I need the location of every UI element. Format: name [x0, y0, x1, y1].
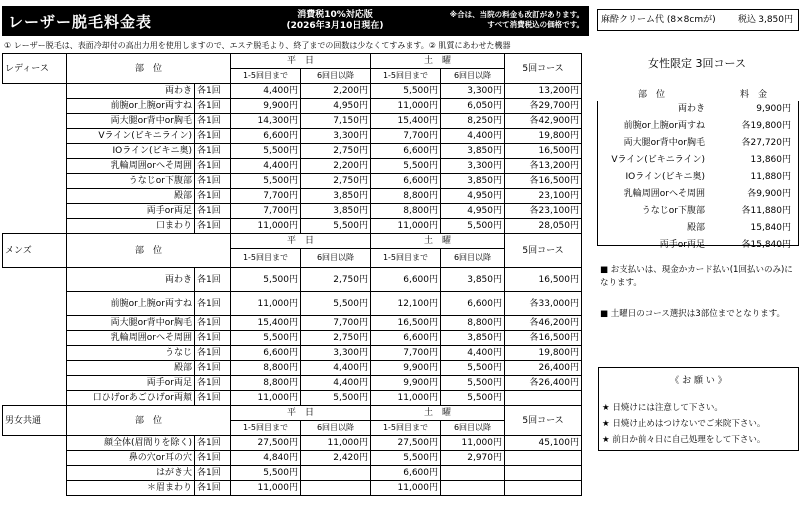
course-cell[interactable]: 各29,700円	[505, 99, 582, 114]
course-cell[interactable]: 13,200円	[505, 84, 582, 99]
course-cell[interactable]	[505, 481, 582, 496]
col-header-part[interactable]: 部 位	[67, 234, 231, 268]
saturday-first5-cell[interactable]: 7,700円	[371, 346, 441, 361]
weekday-after6-cell[interactable]: 4,950円	[301, 99, 371, 114]
col-header-saturday[interactable]: 土 曜	[371, 234, 505, 249]
saturday-first5-cell[interactable]: 27,500円	[371, 436, 441, 451]
saturday-first5-cell[interactable]: 6,600円	[371, 268, 441, 292]
saturday-after6-cell[interactable]: 3,850円	[441, 144, 505, 159]
section-title[interactable]: メンズ	[3, 234, 67, 268]
weekday-first5-cell[interactable]: 4,400円	[231, 84, 301, 99]
count-cell[interactable]: 各1回	[195, 481, 231, 496]
saturday-first5-cell[interactable]: 11,000円	[371, 481, 441, 496]
count-cell[interactable]: 各1回	[195, 331, 231, 346]
part-cell[interactable]: 前腕or上腕or両すね	[67, 292, 195, 316]
part-cell[interactable]: 両手or両足	[67, 204, 195, 219]
women-course-part: 乳輪周囲orへそ周囲	[623, 189, 705, 199]
count-cell[interactable]: 各1回	[195, 292, 231, 316]
course-cell[interactable]: 19,800円	[505, 129, 582, 144]
women-course-part: Vライン(ビキニライン)	[611, 155, 705, 165]
table-row	[3, 219, 582, 234]
course-cell[interactable]	[505, 391, 582, 406]
saturday-first5-cell[interactable]: 11,000円	[371, 219, 441, 234]
weekday-after6-cell[interactable]: 2,750円	[301, 268, 371, 292]
category-cell[interactable]	[3, 174, 67, 189]
weekday-first5-cell[interactable]: 4,840円	[231, 451, 301, 466]
table-row	[3, 481, 582, 496]
saturday-first5-cell[interactable]: 11,000円	[371, 99, 441, 114]
saturday-first5-cell[interactable]: 6,600円	[371, 466, 441, 481]
weekday-after6-cell[interactable]: 2,750円	[301, 144, 371, 159]
col-header-after6[interactable]: 6回目以降	[441, 69, 505, 84]
payment-note: ■ お支払いは、現金かカード払い(1回払いのみ)になります。	[600, 265, 793, 288]
course-cell[interactable]: 各33,000円	[505, 292, 582, 316]
count-cell[interactable]: 各1回	[195, 159, 231, 174]
part-cell[interactable]: Vライン(ビキニライン)	[67, 129, 195, 144]
price-note: ※合は、当院の料金も改訂があります。 すべて消費税込の価格です。	[449, 10, 584, 29]
women-course-price: 各15,840円	[741, 240, 791, 250]
category-cell[interactable]	[3, 99, 67, 114]
saturday-first5-cell[interactable]: 6,600円	[371, 144, 441, 159]
col-header-part[interactable]: 部 位	[67, 406, 231, 436]
anesthesia-tax: 税込	[738, 15, 757, 25]
women-course-row	[597, 169, 797, 186]
table-row	[3, 292, 582, 316]
saturday-after6-cell[interactable]: 8,800円	[441, 316, 505, 331]
col-header-first5[interactable]: 1-5回目まで	[371, 69, 441, 84]
count-cell[interactable]: 各1回	[195, 436, 231, 451]
category-cell[interactable]	[3, 268, 67, 292]
course-cell[interactable]: 各16,500円	[505, 174, 582, 189]
table-row	[3, 451, 582, 466]
weekday-first5-cell[interactable]: 7,700円	[231, 204, 301, 219]
count-cell[interactable]: 各1回	[195, 99, 231, 114]
saturday-note: ■ 土曜日のコース選択は3部位までとなります。	[600, 309, 786, 319]
saturday-after6-cell[interactable]	[441, 466, 505, 481]
col-header-first5[interactable]: 1-5回目まで	[231, 249, 301, 268]
weekday-after6-cell[interactable]: 11,000円	[301, 436, 371, 451]
weekday-first5-cell[interactable]: 14,300円	[231, 114, 301, 129]
col-header-course[interactable]: 5回コース	[505, 406, 582, 436]
saturday-after6-cell[interactable]: 4,950円	[441, 204, 505, 219]
count-cell[interactable]: 各1回	[195, 174, 231, 189]
request-item: ★ 日焼けには注意して下さい。	[602, 403, 723, 413]
category-cell[interactable]	[3, 331, 67, 346]
course-cell[interactable]: 28,050円	[505, 219, 582, 234]
category-cell[interactable]	[3, 159, 67, 174]
saturday-after6-cell[interactable]: 4,950円	[441, 189, 505, 204]
table-row	[3, 114, 582, 129]
col-header-weekday[interactable]: 平 日	[231, 234, 371, 249]
women-course-row	[597, 101, 797, 118]
women-course-part: 両手or両足	[659, 240, 705, 250]
weekday-after6-cell[interactable]: 3,300円	[301, 346, 371, 361]
count-cell[interactable]: 各1回	[195, 391, 231, 406]
saturday-after6-cell[interactable]: 4,400円	[441, 129, 505, 144]
category-cell[interactable]	[3, 376, 67, 391]
weekday-first5-cell[interactable]: 6,600円	[231, 129, 301, 144]
col-header-after6[interactable]: 6回目以降	[441, 421, 505, 436]
course-cell[interactable]: 16,500円	[505, 268, 582, 292]
col-header-after6[interactable]: 6回目以降	[301, 421, 371, 436]
page-title: レーザー脱毛料金表	[8, 13, 153, 31]
weekday-after6-cell[interactable]: 5,500円	[301, 219, 371, 234]
category-cell[interactable]	[3, 204, 67, 219]
saturday-after6-cell[interactable]: 3,850円	[441, 174, 505, 189]
category-cell[interactable]	[3, 451, 67, 466]
section-title[interactable]: レディース	[3, 54, 67, 84]
weekday-first5-cell[interactable]: 5,500円	[231, 144, 301, 159]
saturday-first5-cell[interactable]: 6,600円	[371, 331, 441, 346]
saturday-first5-cell[interactable]: 8,800円	[371, 204, 441, 219]
saturday-after6-cell[interactable]: 11,000円	[441, 436, 505, 451]
saturday-first5-cell[interactable]: 16,500円	[371, 316, 441, 331]
course-cell[interactable]: 16,500円	[505, 144, 582, 159]
course-cell[interactable]: 23,100円	[505, 189, 582, 204]
part-cell[interactable]: 両大腿or背中or胸毛	[67, 316, 195, 331]
weekday-first5-cell[interactable]: 6,600円	[231, 346, 301, 361]
weekday-after6-cell[interactable]: 7,150円	[301, 114, 371, 129]
course-cell[interactable]	[505, 451, 582, 466]
weekday-after6-cell[interactable]: 3,850円	[301, 204, 371, 219]
weekday-after6-cell[interactable]: 4,400円	[301, 376, 371, 391]
count-cell[interactable]: 各1回	[195, 316, 231, 331]
col-header-first5[interactable]: 1-5回目まで	[371, 249, 441, 268]
weekday-after6-cell[interactable]: 2,200円	[301, 84, 371, 99]
women-course-price: 15,840円	[750, 223, 791, 233]
table-row	[3, 361, 582, 376]
women-course-row	[597, 237, 797, 254]
anesthesia-cream-box[interactable]	[597, 9, 799, 31]
saturday-after6-cell[interactable]: 5,500円	[441, 219, 505, 234]
weekday-first5-cell[interactable]: 11,000円	[231, 219, 301, 234]
course-cell[interactable]: 各42,900円	[505, 114, 582, 129]
count-cell[interactable]: 各1回	[195, 451, 231, 466]
course-cell[interactable]: 各13,200円	[505, 159, 582, 174]
weekday-after6-cell[interactable]: 2,750円	[301, 331, 371, 346]
price-table-body	[3, 54, 582, 496]
category-cell[interactable]	[3, 144, 67, 159]
col-header-weekday[interactable]: 平 日	[231, 406, 371, 421]
col-header-first5[interactable]: 1-5回目まで	[371, 421, 441, 436]
section-header-row	[3, 406, 582, 421]
table-row	[3, 174, 582, 189]
saturday-after6-cell[interactable]: 5,500円	[441, 391, 505, 406]
col-header-after6[interactable]: 6回目以降	[301, 249, 371, 268]
women-course-row	[597, 220, 797, 237]
category-cell[interactable]	[3, 219, 67, 234]
count-cell[interactable]: 各1回	[195, 204, 231, 219]
women-course-part: 両大腿or背中or胸毛	[623, 138, 705, 148]
course-cell[interactable]: 26,400円	[505, 361, 582, 376]
table-row	[3, 129, 582, 144]
category-cell[interactable]	[3, 391, 67, 406]
table-row	[3, 316, 582, 331]
count-cell[interactable]: 各1回	[195, 346, 231, 361]
women-course-title: 女性限定 3回コース	[648, 57, 746, 70]
women-course-part: IOライン(ビキニ奥)	[625, 172, 705, 182]
weekday-first5-cell[interactable]: 5,500円	[231, 268, 301, 292]
course-cell[interactable]	[505, 466, 582, 481]
table-row	[3, 391, 582, 406]
category-cell[interactable]	[3, 346, 67, 361]
col-header-saturday[interactable]: 土 曜	[371, 406, 505, 421]
saturday-first5-cell[interactable]: 5,500円	[371, 159, 441, 174]
women-course-price: 11,880円	[750, 172, 791, 182]
weekday-after6-cell[interactable]: 2,750円	[301, 174, 371, 189]
count-cell[interactable]: 各1回	[195, 466, 231, 481]
section-title[interactable]: 男女共通	[3, 406, 67, 436]
weekday-after6-cell[interactable]: 5,500円	[301, 391, 371, 406]
saturday-after6-cell[interactable]: 4,400円	[441, 346, 505, 361]
section-header-row	[3, 54, 582, 69]
women-course-row	[597, 186, 797, 203]
table-row	[3, 466, 582, 481]
saturday-first5-cell[interactable]: 7,700円	[371, 129, 441, 144]
count-cell[interactable]: 各1回	[195, 84, 231, 99]
weekday-first5-cell[interactable]: 5,500円	[231, 174, 301, 189]
saturday-first5-cell[interactable]: 12,100円	[371, 292, 441, 316]
women-course-price: 各11,880円	[741, 206, 791, 216]
weekday-first5-cell[interactable]: 11,000円	[231, 292, 301, 316]
saturday-after6-cell[interactable]	[441, 481, 505, 496]
table-row	[3, 436, 582, 451]
tax-note: 消費税10%対応版 (2026年3月10日現在)	[286, 10, 384, 31]
count-cell[interactable]: 各1回	[195, 376, 231, 391]
col-header-first5[interactable]: 1-5回目まで	[231, 69, 301, 84]
part-cell[interactable]: うなじ	[67, 346, 195, 361]
weekday-first5-cell[interactable]: 11,000円	[231, 391, 301, 406]
weekday-first5-cell[interactable]: 7,700円	[231, 189, 301, 204]
saturday-after6-cell[interactable]: 5,500円	[441, 376, 505, 391]
table-row	[3, 159, 582, 174]
table-row	[3, 99, 582, 114]
count-cell[interactable]: 各1回	[195, 144, 231, 159]
women-course-price: 9,900円	[756, 104, 791, 114]
count-cell[interactable]: 各1回	[195, 129, 231, 144]
col-header-saturday[interactable]: 土 曜	[371, 54, 505, 69]
laser-note: ① レーザー脱毛は、表面冷却付の高出力用を使用しますので、エステ脱毛より、終了までの回数は少なくてすみます。② 肌質にあわせた機器	[4, 41, 511, 50]
part-cell[interactable]: 殿部	[67, 189, 195, 204]
part-cell[interactable]: 乳輪周囲orへそ周囲	[67, 331, 195, 346]
part-cell[interactable]: 両手or両足	[67, 376, 195, 391]
weekday-after6-cell[interactable]: 3,300円	[301, 129, 371, 144]
table-row	[3, 204, 582, 219]
part-cell[interactable]: 両大腿or背中or胸毛	[67, 114, 195, 129]
price-table	[2, 53, 582, 496]
weekday-first5-cell[interactable]: 5,500円	[231, 466, 301, 481]
anesthesia-label: 麻酔クリーム代 (8×8cmが)	[601, 15, 716, 25]
table-row	[3, 189, 582, 204]
category-cell[interactable]	[3, 292, 67, 316]
weekday-first5-cell[interactable]: 9,900円	[231, 99, 301, 114]
table-row	[3, 144, 582, 159]
part-cell[interactable]: 前腕or上腕or両すね	[67, 99, 195, 114]
saturday-after6-cell[interactable]: 6,600円	[441, 292, 505, 316]
part-cell[interactable]: 両わき	[67, 268, 195, 292]
part-cell[interactable]: 鼻の穴or耳の穴	[67, 451, 195, 466]
weekday-after6-cell[interactable]	[301, 481, 371, 496]
course-cell[interactable]: 45,100円	[505, 436, 582, 451]
women-course-list	[597, 101, 797, 254]
table-row	[3, 268, 582, 292]
weekday-after6-cell[interactable]: 2,420円	[301, 451, 371, 466]
weekday-first5-cell[interactable]: 5,500円	[231, 331, 301, 346]
women-course-part: うなじor下腹部	[641, 206, 705, 216]
part-cell[interactable]: 顔全体(眉間りを除く)	[67, 436, 195, 451]
saturday-after6-cell[interactable]: 6,050円	[441, 99, 505, 114]
saturday-after6-cell[interactable]: 2,970円	[441, 451, 505, 466]
table-row	[3, 84, 582, 99]
saturday-first5-cell[interactable]: 5,500円	[371, 84, 441, 99]
table-row	[3, 376, 582, 391]
saturday-first5-cell[interactable]: 9,900円	[371, 376, 441, 391]
women-course-part: 両わき	[677, 104, 705, 114]
col-header-first5[interactable]: 1-5回目まで	[231, 421, 301, 436]
women-course-row	[597, 203, 797, 220]
anesthesia-price: 3,850円	[758, 15, 793, 25]
saturday-first5-cell[interactable]: 9,900円	[371, 361, 441, 376]
weekday-first5-cell[interactable]: 4,400円	[231, 159, 301, 174]
course-cell[interactable]: 19,800円	[505, 346, 582, 361]
saturday-after6-cell[interactable]: 5,500円	[441, 361, 505, 376]
saturday-first5-cell[interactable]: 5,500円	[371, 451, 441, 466]
course-cell[interactable]: 各23,100円	[505, 204, 582, 219]
col-header-course[interactable]: 5回コース	[505, 234, 582, 268]
women-course-part: 殿部	[686, 223, 705, 233]
weekday-first5-cell[interactable]: 8,800円	[231, 361, 301, 376]
category-cell[interactable]	[3, 481, 67, 496]
part-cell[interactable]: 口まわり	[67, 219, 195, 234]
section-header-row	[3, 234, 582, 249]
part-cell[interactable]: 口ひげorあごひげor両頬	[67, 391, 195, 406]
part-cell[interactable]: 殿部	[67, 361, 195, 376]
category-cell[interactable]	[3, 361, 67, 376]
women-course-price: 各9,900円	[747, 189, 791, 199]
part-cell[interactable]: はがき大	[67, 466, 195, 481]
saturday-after6-cell[interactable]: 3,300円	[441, 159, 505, 174]
category-cell[interactable]	[3, 84, 67, 99]
women-course-part: 前腕or上腕or両すね	[623, 121, 705, 131]
category-cell[interactable]	[3, 129, 67, 144]
part-cell[interactable]: 乳輪周囲orへそ周囲	[67, 159, 195, 174]
part-cell[interactable]: 両わき	[67, 84, 195, 99]
weekday-after6-cell[interactable]: 2,200円	[301, 159, 371, 174]
category-cell[interactable]	[3, 436, 67, 451]
women-course-col-part: 部 位	[638, 90, 666, 100]
saturday-after6-cell[interactable]: 3,850円	[441, 268, 505, 292]
women-course-row	[597, 152, 797, 169]
requests-box	[598, 367, 799, 451]
weekday-after6-cell[interactable]: 7,700円	[301, 316, 371, 331]
saturday-first5-cell[interactable]: 6,600円	[371, 174, 441, 189]
weekday-first5-cell[interactable]: 11,000円	[231, 481, 301, 496]
women-course-row	[597, 118, 797, 135]
saturday-first5-cell[interactable]: 8,800円	[371, 189, 441, 204]
weekday-after6-cell[interactable]: 5,500円	[301, 292, 371, 316]
saturday-after6-cell[interactable]: 3,300円	[441, 84, 505, 99]
saturday-first5-cell[interactable]: 11,000円	[371, 391, 441, 406]
course-cell[interactable]: 各16,500円	[505, 331, 582, 346]
request-item: ★ 日焼け止めはつけないでご来院下さい。	[602, 419, 766, 429]
category-cell[interactable]	[3, 189, 67, 204]
category-cell[interactable]	[3, 114, 67, 129]
col-header-after6[interactable]: 6回目以降	[441, 249, 505, 268]
women-course-price: 13,860円	[750, 155, 791, 165]
women-course-col-fee: 料 金	[740, 90, 768, 100]
count-cell[interactable]: 各1回	[195, 219, 231, 234]
count-cell[interactable]: 各1回	[195, 189, 231, 204]
request-item: ★ 前日か前々日に自己処理をして下さい。	[602, 435, 766, 445]
category-cell[interactable]	[3, 466, 67, 481]
course-cell[interactable]: 各46,200円	[505, 316, 582, 331]
requests-title: 《 お 願 い 》	[670, 376, 727, 386]
women-course-row	[597, 135, 797, 152]
table-row	[3, 346, 582, 361]
weekday-after6-cell[interactable]	[301, 466, 371, 481]
count-cell[interactable]: 各1回	[195, 361, 231, 376]
weekday-first5-cell[interactable]: 8,800円	[231, 376, 301, 391]
count-cell[interactable]: 各1回	[195, 114, 231, 129]
col-header-after6[interactable]: 6回目以降	[301, 69, 371, 84]
header-bar	[2, 6, 589, 36]
table-row	[3, 331, 582, 346]
part-cell[interactable]: ＊眉まわり	[67, 481, 195, 496]
col-header-course[interactable]: 5回コース	[505, 54, 582, 84]
course-cell[interactable]: 各26,400円	[505, 376, 582, 391]
count-cell[interactable]: 各1回	[195, 268, 231, 292]
part-cell[interactable]: うなじor下腹部	[67, 174, 195, 189]
weekday-after6-cell[interactable]: 4,400円	[301, 361, 371, 376]
col-header-part[interactable]: 部 位	[67, 54, 231, 84]
weekday-first5-cell[interactable]: 27,500円	[231, 436, 301, 451]
category-cell[interactable]	[3, 316, 67, 331]
weekday-first5-cell[interactable]: 15,400円	[231, 316, 301, 331]
col-header-weekday[interactable]: 平 日	[231, 54, 371, 69]
saturday-first5-cell[interactable]: 15,400円	[371, 114, 441, 129]
women-course-price: 各27,720円	[741, 138, 791, 148]
part-cell[interactable]: IOライン(ビキニ奥)	[67, 144, 195, 159]
women-course-price: 各19,800円	[741, 121, 791, 131]
weekday-after6-cell[interactable]: 3,850円	[301, 189, 371, 204]
saturday-after6-cell[interactable]: 3,850円	[441, 331, 505, 346]
saturday-after6-cell[interactable]: 8,250円	[441, 114, 505, 129]
